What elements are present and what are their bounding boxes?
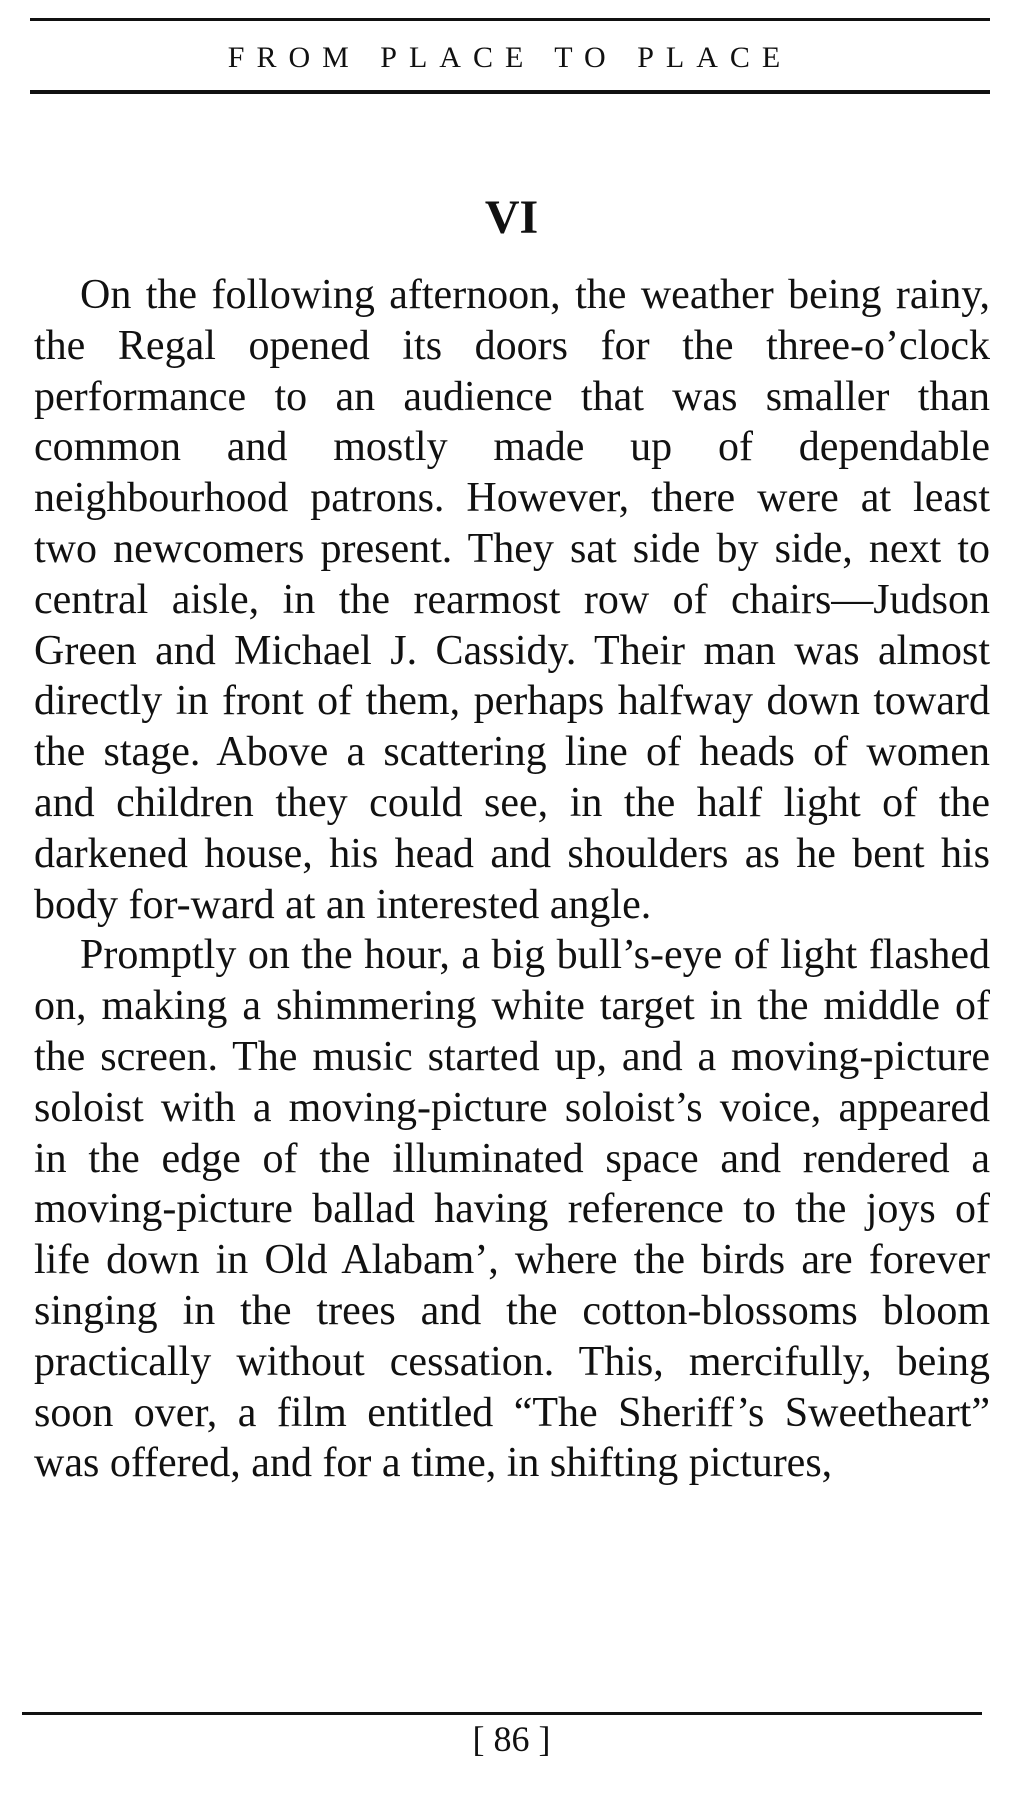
footer-rule: [22, 1712, 982, 1715]
body-text: [34, 270, 990, 1489]
paragraph-1: On the following afternoon, the weather being rainy, the Regal opened its doors for the three-o’clock performance to an audience that was smaller than common and mostly made up of dependable neighbourhood patrons. However, there were at least two newcomers present. They sat side by side, next to central aisle, in the rearmost row of chairs—Judson Green and Michael J. Cassidy. Their man was almost directly in front of them, perhaps halfway down toward the stage. Above a scattering line of heads of women and children they could see, in the half light of the darkened house, his head and shoulders as he bent his body for-ward at an interested angle.: [34, 272, 990, 928]
page-number: [ 86 ]: [472, 1719, 551, 1759]
running-head-title: FROM PLACE TO PLACE: [227, 41, 793, 74]
paragraph-2: Promptly on the hour, a big bull’s-eye of light flashed on, making a shimmering white target in the middle of the screen. The music started up, and a moving-picture soloist with a moving-picture soloist’s voice, appeared in the edge of the illuminated space and rendered a moving-picture ballad having reference to the joys of life down in Old Alabam’, where the birds are forever singing in the trees and the cotton-blossoms bloom practically without cessation. This, mercifully, being soon over, a film entitled “The Sheriff’s Sweetheart” was offered, and for a time, in shifting pictures,: [34, 932, 990, 1487]
header-top-rule: [30, 18, 990, 21]
running-head: [30, 18, 990, 96]
header-bottom-rule: [30, 90, 990, 94]
chapter-number: VI: [484, 191, 539, 244]
